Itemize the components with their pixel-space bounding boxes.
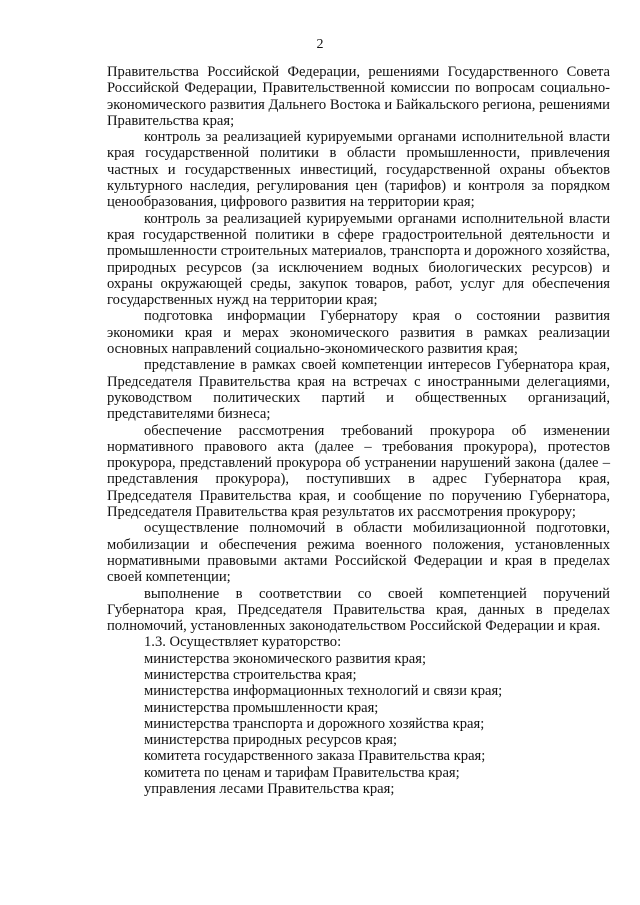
list-item: министерства промышленности края; [144,699,379,716]
list-item: комитета государственного заказа Правительства края; [144,748,486,765]
list-item: управления лесами Правительства края; [144,781,395,798]
list-item: министерства природных ресурсов края; [144,732,398,749]
list-item: министерства строительства края; [144,666,357,683]
paragraph: Правительства Российской Федерации, решениями Государственного Совета Российской Федерации, Правительственной комиссии по вопросам социально-экономического развития Дальнего Востока и Байкальского региона, решениями Правительства края; [107,64,610,129]
paragraph: обеспечение рассмотрения требований прокурора об изменении нормативного правового акта (далее – требования прокурора), протестов прокурора, представлений прокурора об устранении нарушений закона (далее – представления прокурора), поступивших в адрес Губернатора края, Председателя Правительства края, и сообщение по поручению Губернатора, Председателя Правительства края результатов их рассмотрения прокурору; [107,422,610,521]
paragraph: представление в рамках своей компетенции интересов Губернатора края, Председателя Правительства края на встречах с иностранными делегациями, руководством политических партий и общественных организаций, представителями бизнеса; [107,357,610,423]
page-number: 2 [316,37,324,52]
list-item: министерства экономического развития края; [144,650,427,667]
paragraph: контроль за реализацией курируемыми органами исполнительной власти края государственной политики в сфере градостроительной деятельности и промышленности строительных материалов, транспорта и дорожного хозяйства, природных ресурсов (за исключением водных биологических ресурсов) и охраны окружающей среды, закупок товаров, работ, услуг для обеспечения государственных нужд на территории края; [107,210,610,309]
document-body [107,64,610,797]
section-heading: 1.3. Осуществляет кураторство: [144,634,342,651]
paragraph: подготовка информации Губернатору края о состоянии развития экономики края и мерах экономического развития в рамках реализации основных направлений социально-экономического развития края; [107,308,610,358]
list-item: комитета по ценам и тарифам Правительства края; [144,764,460,781]
paragraph: осуществление полномочий в области мобилизационной подготовки, мобилизации и обеспечения режима военного положения, установленных нормативными правовыми актами Российской Федерации и края в пределах своей компетенции; [107,520,610,586]
list-item: министерства транспорта и дорожного хозяйства края; [144,715,485,732]
paragraph: выполнение в соответствии со своей компетенцией поручений Губернатора края, Председателя Правительства края, данных в пределах полномочий, установленных законодательством Российской Федерации и края. [107,585,610,635]
paragraph: контроль за реализацией курируемыми органами исполнительной власти края государственной политики в области промышленности, привлечения частных и государственных инвестиций, государственной охраны объектов культурного наследия, регулирования цен (тарифов) и контроля за порядком ценообразования, цифрового развития на территории края; [107,129,610,211]
list-item: министерства информационных технологий и связи края; [144,683,503,700]
curatorship-list [107,651,610,798]
